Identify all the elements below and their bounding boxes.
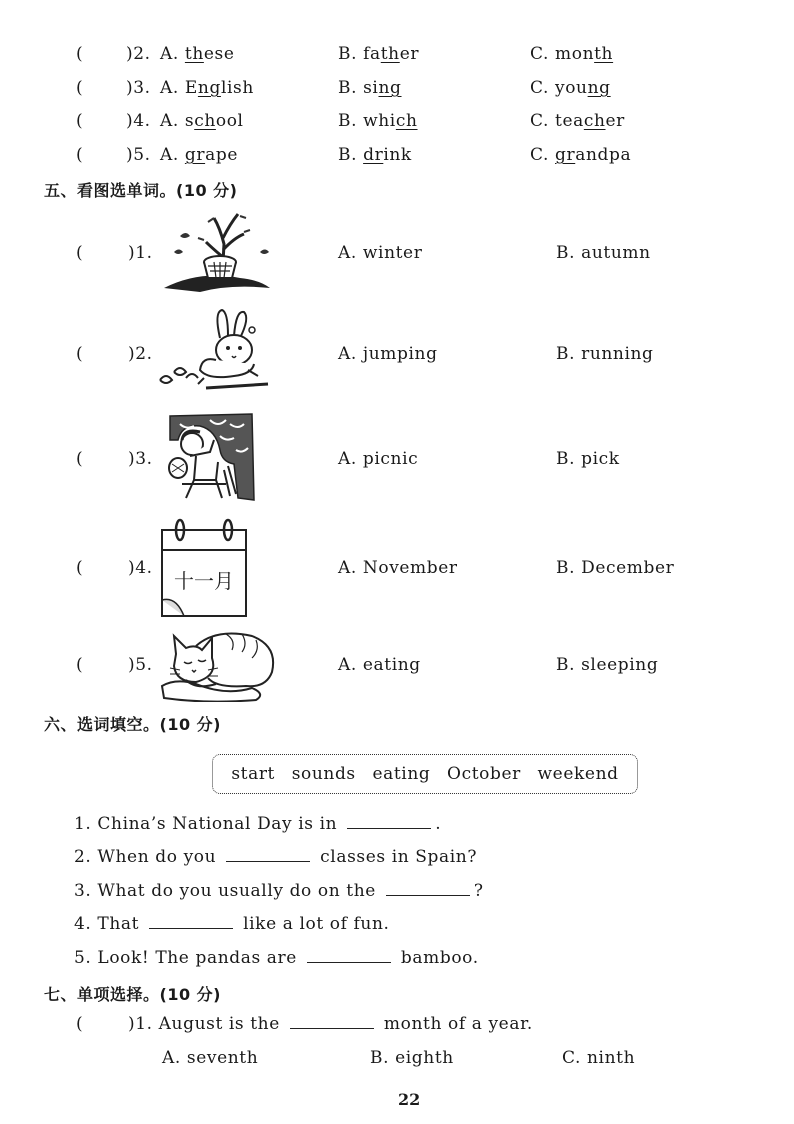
sentence-after: like a lot of fun. xyxy=(237,914,390,934)
option-c[interactable] xyxy=(530,78,611,98)
answer-blank[interactable] xyxy=(386,881,470,896)
sentence-after: classes in Spain? xyxy=(314,847,478,867)
word-part: mon xyxy=(555,44,595,64)
option-label: C. xyxy=(530,145,556,165)
option-c[interactable] xyxy=(530,111,625,131)
word-bank-item: start xyxy=(231,764,275,784)
section7-title: 七、单项选择。(10 分) xyxy=(44,985,221,1004)
underlined-letters: ch xyxy=(395,111,418,131)
option-label: C. xyxy=(530,111,556,131)
option-a[interactable]: A. November xyxy=(338,558,458,578)
option-label: B. xyxy=(338,78,364,98)
answer-paren: ( xyxy=(76,44,83,64)
underlined-letters: ng xyxy=(587,78,611,98)
option-b[interactable] xyxy=(338,111,418,131)
running-rabbit-icon xyxy=(156,308,276,398)
word-part: ape xyxy=(205,145,238,165)
answer-paren: ( xyxy=(76,344,83,364)
option-a[interactable] xyxy=(160,145,238,165)
underlined-letters: ng xyxy=(197,78,221,98)
question-number: )3. xyxy=(128,449,153,469)
question-number: )2. xyxy=(126,44,151,64)
answer-paren: ( xyxy=(76,558,83,578)
option-b[interactable] xyxy=(338,145,412,165)
option-a[interactable] xyxy=(160,111,244,131)
answer-paren: ( xyxy=(76,78,83,98)
option-a[interactable]: A. seventh xyxy=(162,1048,259,1068)
section5-title: 五、看图选单词。(10 分) xyxy=(44,181,238,200)
answer-blank[interactable] xyxy=(226,847,310,862)
word-part: tea xyxy=(555,111,584,131)
answer-paren: ( xyxy=(76,111,83,131)
fill-sentence xyxy=(74,847,477,867)
option-a[interactable]: A. winter xyxy=(338,243,423,263)
word-part: er xyxy=(605,111,625,131)
answer-paren: ( xyxy=(76,243,83,263)
word-bank-item: sounds xyxy=(291,764,356,784)
answer-blank[interactable] xyxy=(290,1014,374,1029)
option-label: A. xyxy=(160,111,185,131)
word-part: er xyxy=(399,44,420,64)
option-label: A. xyxy=(160,145,185,165)
option-a[interactable] xyxy=(160,78,254,98)
word-part: fa xyxy=(363,44,381,64)
underlined-letters: dr xyxy=(363,145,384,165)
sentence-before: 2. When do you xyxy=(74,847,223,867)
word-part: whi xyxy=(363,111,396,131)
answer-paren: ( xyxy=(76,1014,83,1034)
fill-sentence xyxy=(74,948,479,968)
sentence-before: 4. That xyxy=(74,914,146,934)
word-bank-item: weekend xyxy=(537,764,619,784)
option-label: B. xyxy=(338,145,364,165)
option-c[interactable] xyxy=(530,145,631,165)
question-before: August is the xyxy=(158,1014,286,1034)
option-label: C. xyxy=(530,44,556,64)
answer-paren: ( xyxy=(76,145,83,165)
question-after: month of a year. xyxy=(377,1014,533,1034)
word-bank-item: eating xyxy=(372,764,431,784)
option-b[interactable] xyxy=(338,78,402,98)
sentence-before: 5. Look! The pandas are xyxy=(74,948,303,968)
word-part: ool xyxy=(215,111,244,131)
sleeping-cat-icon xyxy=(156,626,280,702)
option-b[interactable]: B. December xyxy=(556,558,675,578)
word-part: si xyxy=(363,78,379,98)
fill-sentence xyxy=(74,881,484,901)
option-b[interactable] xyxy=(338,44,419,64)
word-part: E xyxy=(184,78,198,98)
answer-blank[interactable] xyxy=(307,948,391,963)
underlined-letters: ng xyxy=(378,78,402,98)
option-b[interactable]: B. autumn xyxy=(556,243,651,263)
word-part: you xyxy=(555,78,588,98)
option-c[interactable]: C. ninth xyxy=(562,1048,636,1068)
question-number: )4. xyxy=(128,558,153,578)
calendar-month-text: 十一月 xyxy=(174,569,234,593)
option-label: C. xyxy=(530,78,556,98)
word-part: lish xyxy=(220,78,254,98)
option-label: B. xyxy=(338,111,364,131)
answer-paren: ( xyxy=(76,449,83,469)
sentence-after: bamboo. xyxy=(394,948,479,968)
option-a[interactable]: A. jumping xyxy=(338,344,438,364)
underlined-letters: gr xyxy=(555,145,576,165)
question-number: )3. xyxy=(126,78,151,98)
word-part: s xyxy=(184,111,195,131)
option-b[interactable]: B. eighth xyxy=(370,1048,454,1068)
underlined-letters: th xyxy=(594,44,614,64)
question-number: )4. xyxy=(126,111,151,131)
sentence-after: . xyxy=(435,814,442,834)
option-b[interactable]: B. pick xyxy=(556,449,620,469)
underlined-letters: gr xyxy=(184,145,206,165)
question-number: )1. xyxy=(128,243,153,263)
word-part: ese xyxy=(203,44,235,64)
question-number: )1. xyxy=(128,1014,153,1034)
sentence-before: 1. China’s National Day is in xyxy=(74,814,344,834)
underlined-letters: ch xyxy=(583,111,606,131)
fill-sentence xyxy=(74,814,441,834)
underlined-letters: th xyxy=(380,44,400,64)
answer-blank[interactable] xyxy=(149,914,233,929)
option-b[interactable]: B. running xyxy=(556,344,654,364)
page-number: 22 xyxy=(398,1090,421,1109)
option-label: A. xyxy=(160,44,185,64)
word-bank-item: October xyxy=(447,764,521,784)
calendar-icon xyxy=(158,516,248,618)
sentence-after: ? xyxy=(473,881,484,901)
answer-blank[interactable] xyxy=(347,814,431,829)
option-a[interactable] xyxy=(160,44,235,64)
word-bank-box xyxy=(212,754,638,794)
question-number: )2. xyxy=(128,344,153,364)
answer-paren: ( xyxy=(76,655,83,675)
underlined-letters: th xyxy=(184,44,204,64)
question-number: )5. xyxy=(128,655,153,675)
section6-title: 六、选词填空。(10 分) xyxy=(44,715,221,734)
underlined-letters: ch xyxy=(194,111,216,131)
word-part: ink xyxy=(383,145,412,165)
word-part: andpa xyxy=(575,145,632,165)
sentence-before: 3. What do you usually do on the xyxy=(74,881,382,901)
option-a[interactable]: A. picnic xyxy=(338,449,419,469)
option-b[interactable]: B. sleeping xyxy=(556,655,659,675)
option-label: A. xyxy=(160,78,185,98)
option-a[interactable]: A. eating xyxy=(338,655,421,675)
question-number: )5. xyxy=(126,145,151,165)
child-picking-fruit-icon xyxy=(160,410,258,506)
fill-sentence xyxy=(74,914,390,934)
question-text xyxy=(128,1014,533,1034)
option-label: B. xyxy=(338,44,364,64)
autumn-tree-basket-icon xyxy=(160,208,274,296)
option-c[interactable] xyxy=(530,44,613,64)
